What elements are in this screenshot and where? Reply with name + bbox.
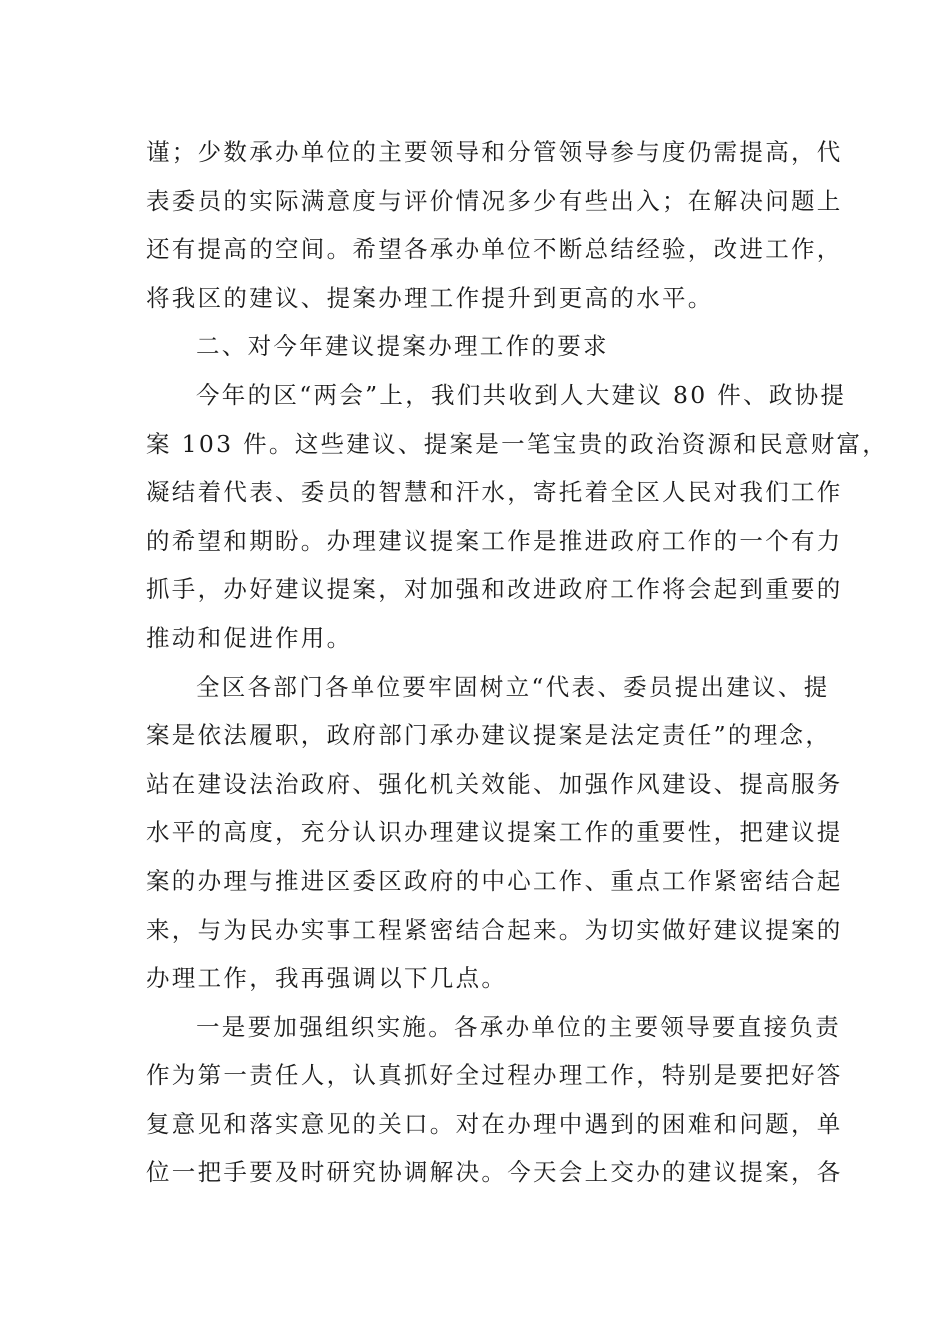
- document-body: [146, 128, 889, 1197]
- text-line: 案是依法履职，政府部门承办建议提案是法定责任”的理念，: [146, 721, 832, 750]
- text-line: 抓手，办好建议提案，对加强和改进政府工作将会起到重要的: [146, 575, 843, 604]
- text-line: 案 103 件。这些建议、提案是一笔宝贵的政治资源和民意财富，: [146, 429, 889, 458]
- text-line: 来，与为民办实事工程紧密结合起来。为切实做好建议提案的: [146, 915, 843, 944]
- text-line: 今年的区“两会”上，我们共收到人大建议 80 件、政协提: [196, 380, 847, 409]
- text-line: 全区各部门各单位要牢固树立“代表、委员提出建议、提: [196, 672, 830, 701]
- text-line: 复意见和落实意见的关口。对在办理中遇到的困难和问题，单: [146, 1109, 843, 1138]
- text-line: 还有提高的空间。希望各承办单位不断总结经验，改进工作，: [146, 235, 843, 264]
- text-line: 作为第一责任人，认真抓好全过程办理工作，特别是要把好答: [146, 1061, 843, 1090]
- text-line: 位一把手要及时研究协调解决。今天会上交办的建议提案，各: [146, 1158, 843, 1187]
- text-line: 一是要加强组织实施。各承办单位的主要领导要直接负责: [196, 1012, 841, 1041]
- text-line: 的希望和期盼。办理建议提案工作是推进政府工作的一个有力: [146, 526, 843, 555]
- text-line: 将我区的建议、提案办理工作提升到更高的水平。: [146, 283, 714, 312]
- text-line: 谨；少数承办单位的主要领导和分管领导参与度仍需提高，代: [146, 138, 843, 166]
- text-line: 站在建设法治政府、强化机关效能、加强作风建设、提高服务: [146, 769, 843, 798]
- section-heading: 二、对今年建议提案办理工作的要求: [196, 332, 609, 361]
- text-line: 案的办理与推进区委区政府的中心工作、重点工作紧密结合起: [146, 866, 843, 895]
- text-line: 水平的高度，充分认识办理建议提案工作的重要性，把建议提: [146, 818, 843, 847]
- text-line: 凝结着代表、委员的智慧和汗水，寄托着全区人民对我们工作: [146, 478, 843, 507]
- text-line: 办理工作，我再强调以下几点。: [146, 964, 508, 993]
- text-line: 表委员的实际满意度与评价情况多少有些出入；在解决问题上: [146, 186, 843, 215]
- text-line: 推动和促进作用。: [146, 623, 353, 652]
